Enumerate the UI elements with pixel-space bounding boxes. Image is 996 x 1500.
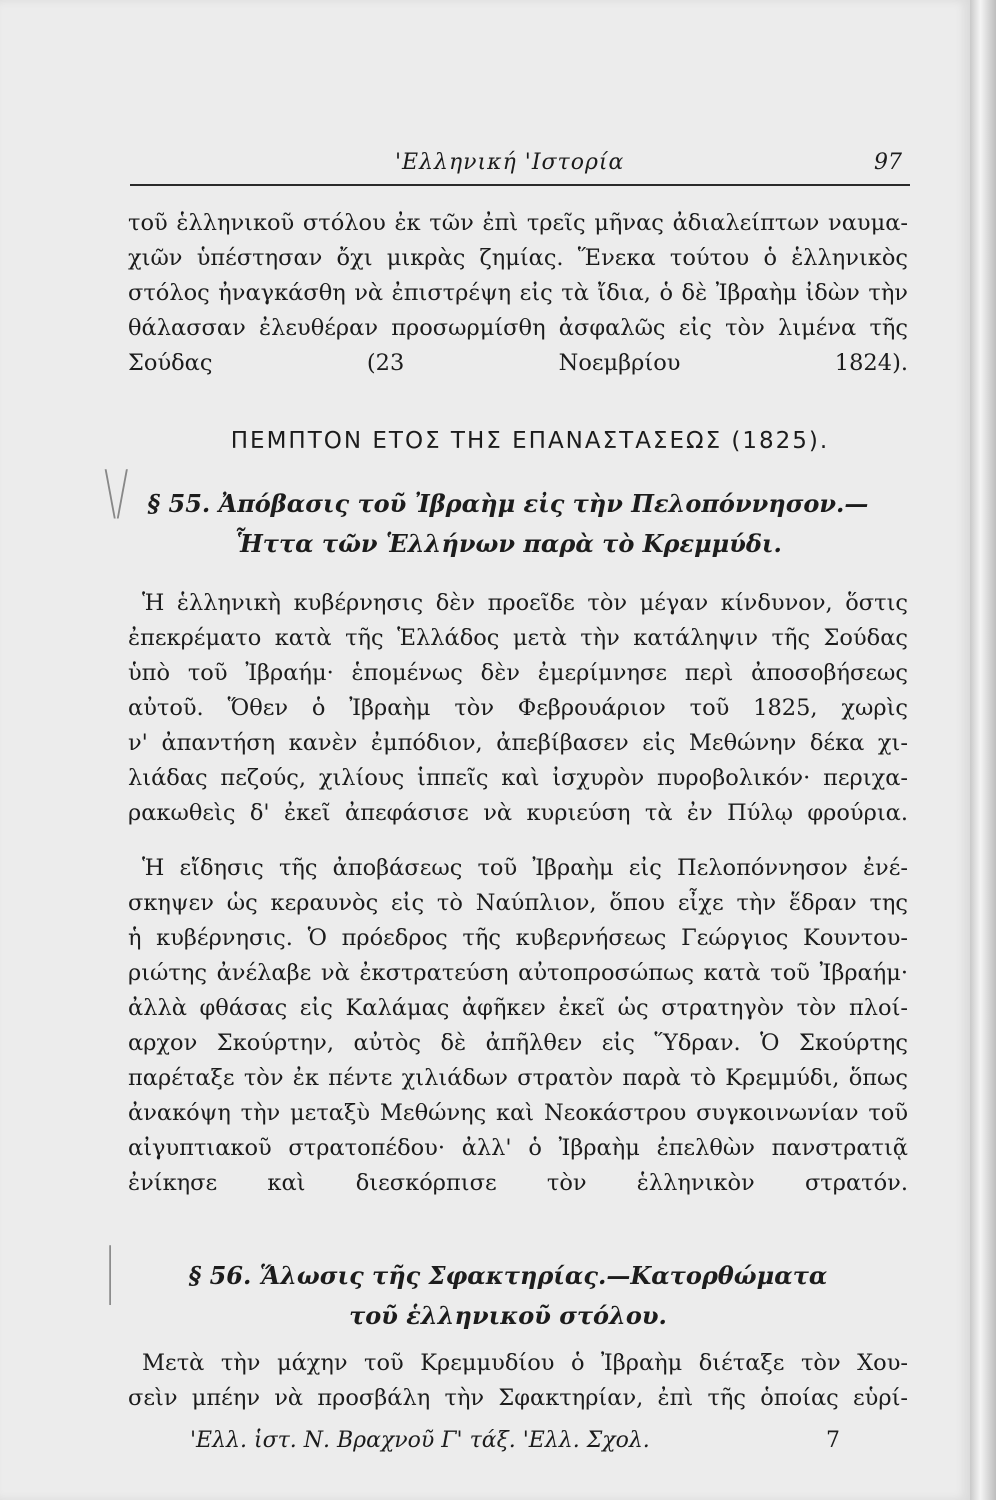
running-header: [130, 144, 910, 188]
text-line: ἡ κυβέρνησις. Ὁ πρόεδρος τῆς κυβερνήσεως Γεώργιος Κουντου-: [128, 925, 908, 951]
text-line: σκηψεν ὡς κεραυνὸς εἰς τὸ Ναύπλιον, ὅπου εἶχε τὴν ἕδραν της: [128, 890, 908, 916]
text-line: ὑπὸ τοῦ Ἰβραήμ· ἑπομένως δὲν ἐμερίμνησε περὶ ἀποσοβήσεως: [128, 660, 908, 686]
header-title: 'Ελληνική 'Ιστορία: [395, 150, 625, 175]
header-page-number: 97: [874, 150, 902, 175]
text-line: σεὶν μπέην νὰ προσβάλη τὴν Σφακτηρίαν, ἐπὶ τῆς ὁποίας εὑρί-: [128, 1385, 908, 1411]
signature-number: 7: [826, 1428, 840, 1453]
section-line: § 56. Ἅλωσις τῆς Σφακτηρίας.—Κατορθώματα: [188, 1261, 828, 1290]
text-line: αἰγυπτιακοῦ στρατοπέδου· ἀλλ' ὁ Ἰβραὴμ ἐπελθὼν πανστρατιᾷ: [128, 1135, 908, 1161]
text-line: ἀνακόψη τὴν μεταξὺ Μεθώνης καὶ Νεοκάστρου συγκοινωνίαν τοῦ: [128, 1100, 908, 1126]
text-line: ριώτης ἀνέλαβε νὰ ἐκστρατεύση αὐτοπροσώπως κατὰ τοῦ Ἰβραήμ·: [128, 960, 908, 986]
paragraph-1: [128, 206, 908, 381]
section-56-heading: [118, 1256, 898, 1336]
text-line: ἐπεκρέματο κατὰ τῆς Ἑλλάδος μετὰ τὴν κατάληψιν τῆς Σούδας: [128, 625, 908, 651]
text-line: Μετὰ τὴν μάχην τοῦ Κρεμμυδίου ὁ Ἰβραὴμ διέταξε τὸν Χου-: [142, 1350, 908, 1376]
section-line: Ἧττα τῶν Ἑλλήνων παρὰ τὸ Κρεμμύδι.: [234, 529, 782, 558]
paragraph-4: [128, 1346, 908, 1416]
text-line: παρέταξε τὸν ἐκ πέντε χιλιάδων στρατὸν παρὰ τὸ Κρεμμύδι, ὅπως: [128, 1065, 908, 1091]
section-55-heading: [118, 484, 898, 564]
footer-text: 'Ελλ. ἱστ. Ν. Βραχνοῦ Γ' τάξ. 'Ελλ. Σχολ.: [190, 1428, 650, 1453]
chapter-heading: ΠΕΜΠΤΟΝ ΕΤΟΣ ΤΗΣ ΕΠΑΝΑΣΤΑΣΕΩΣ (1825).: [230, 428, 830, 454]
section-line: § 55. Ἀπόβασις τοῦ Ἰβραὴμ εἰς τὴν Πελοπόννησον.—: [147, 489, 869, 518]
page-edge: [970, 0, 996, 1500]
pencil-mark: \/: [104, 458, 129, 528]
text-line: αρχον Σκούρτην, αὐτὸς δὲ ἀπῆλθεν εἰς Ὕδραν. Ὁ Σκούρτης: [128, 1030, 908, 1056]
text-line: χιῶν ὑπέστησαν ὄχι μικρὰς ζημίας. Ἕνεκα τούτου ὁ ἑλληνικὸς: [128, 245, 908, 271]
text-line: λιάδας πεζούς, χιλίους ἱππεῖς καὶ ἰσχυρὸν πυροβολικόν· περιχα-: [128, 765, 908, 791]
text-line: Ἡ ἑλληνικὴ κυβέρνησις δὲν προεῖδε τὸν μέγαν κίνδυνον, ὅστις: [142, 590, 908, 616]
signature-footer: [190, 1428, 840, 1453]
text-line: ρακωθεὶς δ' ἐκεῖ ἀπεφάσισε νὰ κυριεύση τὰ ἐν Πύλῳ φρούρια.: [128, 800, 908, 826]
paragraph-2: [128, 586, 908, 831]
text-line: θάλασσαν ἐλευθέραν προσωρμίσθη ἀσφαλῶς εἰς τὸν λιμένα τῆς: [128, 315, 908, 341]
text-line: ν' ἀπαντήση κανὲν ἐμπόδιον, ἀπεβίβασεν εἰς Μεθώνην δέκα χι-: [128, 730, 908, 756]
pencil-mark: |: [104, 1236, 117, 1306]
text-line: αὐτοῦ. Ὅθεν ὁ Ἰβραὴμ τὸν Φεβρουάριον τοῦ 1825, χωρὶς: [128, 695, 908, 721]
text-line: τοῦ ἑλληνικοῦ στόλου ἐκ τῶν ἐπὶ τρεῖς μῆνας ἀδιαλείπτων ναυμα-: [128, 210, 908, 236]
text-line: ἀλλὰ φθάσας εἰς Καλάμας ἀφῆκεν ἐκεῖ ὡς στρατηγὸν τὸν πλοί-: [128, 995, 908, 1021]
header-rule: [130, 184, 910, 186]
text-line: στόλος ἠναγκάσθη νὰ ἐπιστρέψη εἰς τὰ ἴδια, ὁ δὲ Ἰβραὴμ ἰδὼν τὴν: [128, 280, 908, 306]
text-line: ἐνίκησε καὶ διεσκόρπισε τὸν ἑλληνικὸν στρατόν.: [128, 1170, 908, 1196]
text-line: Ἡ εἴδησις τῆς ἀποβάσεως τοῦ Ἰβραὴμ εἰς Πελοπόννησον ἐνέ-: [142, 855, 908, 881]
section-line: τοῦ ἑλληνικοῦ στόλου.: [349, 1301, 667, 1330]
paragraph-3: [128, 851, 908, 1201]
text-line: Σούδας (23 Νοεμβρίου 1824).: [128, 350, 908, 376]
